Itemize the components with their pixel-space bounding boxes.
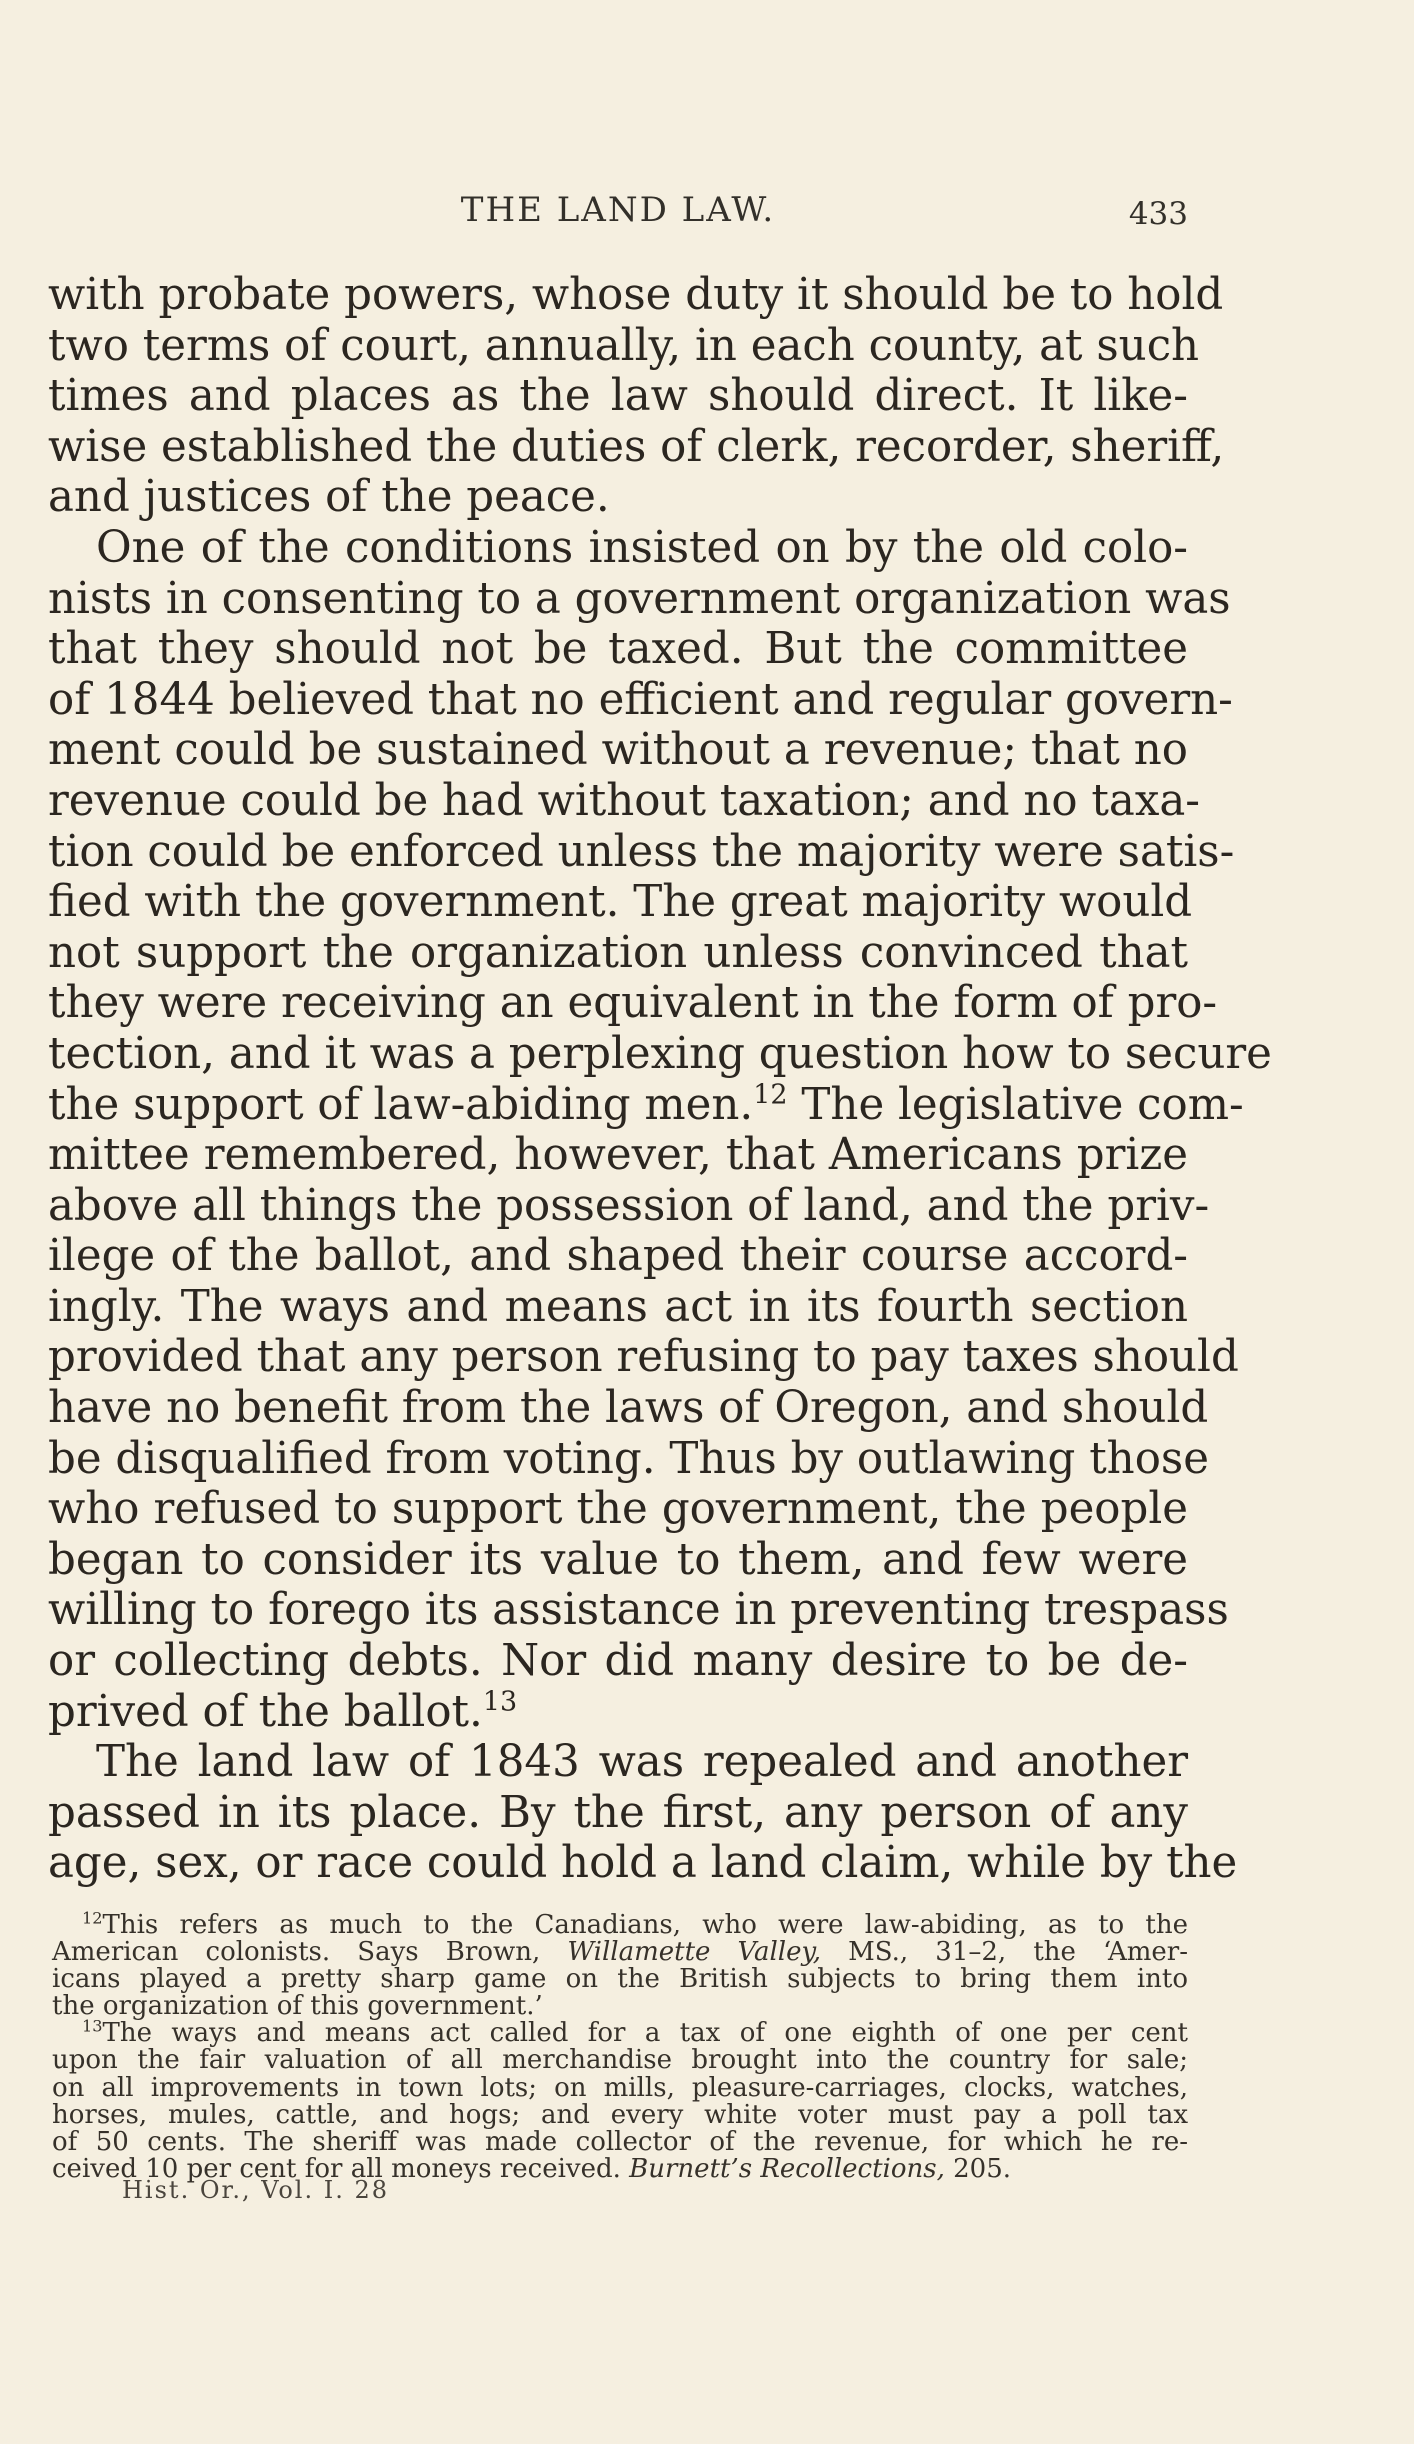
text-line: not support the organization unless convinced that: [48, 927, 1188, 978]
text-line: of 1844 believed that no efficient and regular govern-: [48, 674, 1233, 725]
text-line: two terms of court, annually, in each county, at such: [48, 320, 1200, 371]
text-line: ment could be sustained without a revenue; that no: [48, 725, 1188, 776]
main-text: [48, 270, 1272, 1889]
text-line: The land law of 1843 was repealed and another: [96, 1737, 1188, 1788]
page-number: 433: [1128, 196, 1188, 232]
text-line: tion could be enforced unless the majority were satis-: [48, 826, 1235, 877]
text-line: ilege of the ballot, and shaped their course accord-: [48, 1231, 1188, 1282]
footnote-line: of 50 cents. The sheriff was made collector of the revenue, for which he re-: [52, 2126, 1188, 2157]
footnote-text: MS., 31–2, the ‘Amer-: [820, 1937, 1188, 1968]
text-line: be disqualified from voting. Thus by outlawing those: [48, 1433, 1209, 1484]
citation-title: Burnett’s Recollections,: [629, 2153, 945, 2184]
text-line: above all things the possession of land, and the priv-: [48, 1180, 1210, 1231]
text-line: nists in consenting to a government organization was: [48, 573, 1231, 624]
text-line-with-footnote: [48, 1079, 1244, 1131]
paragraph-start-line: [48, 1737, 1188, 1788]
text-line: mittee remembered, however, that Americans prize: [48, 1130, 1188, 1181]
paragraph-start-line: [48, 523, 1188, 574]
text-line: provided that any person refusing to pay taxes should: [48, 1332, 1239, 1383]
text-fragment: prived of the ballot.: [48, 1686, 483, 1737]
text-line: tection, and it was a perplexing question how to secure: [48, 1028, 1272, 1079]
text-line: fied with the government. The great majority would: [48, 877, 1193, 928]
signature-mark: Hist. Or., Vol. I. 28: [122, 2176, 390, 2204]
footnote-ref-12: 12: [753, 1079, 788, 1110]
text-line: that they should not be taxed. But the committee: [48, 624, 1188, 675]
footnote-text: American colonists. Says Brown,: [52, 1937, 568, 1968]
text-line: who refused to support the government, the people: [48, 1484, 1188, 1535]
text-line: and justices of the peace.: [48, 472, 610, 523]
citation-title: Willamette Valley,: [567, 1937, 821, 1968]
footnote-12: [52, 1908, 1188, 1940]
text-line: revenue could be had without taxation; and no taxa-: [48, 775, 1201, 826]
footnote-text: 205.: [944, 2153, 1012, 2184]
footnotes: [52, 1908, 1188, 2184]
text-line: One of the conditions insisted on by the old colo-: [96, 522, 1188, 573]
footnote-line: icans played a pretty sharp game on the British subjects to bring them into: [52, 1964, 1188, 1995]
footnote-text: The ways and means act called for a tax of one eighth of one per cent: [102, 2018, 1188, 2049]
footnote-line: horses, mules, cattle, and hogs; and every white voter must pay a poll tax: [52, 2099, 1188, 2130]
running-title: THE LAND LAW.: [460, 190, 776, 230]
text-line: have no benefit from the laws of Oregon, and should: [48, 1383, 1209, 1434]
footnote-ref-13: 13: [482, 1686, 518, 1718]
text-line: with probate powers, whose duty it should be to hold: [48, 270, 1224, 320]
footnote-text: This refers as much to the Canadians, who were law-abiding, as to the: [102, 1910, 1188, 1940]
text-line: wise established the duties of clerk, recorder, sheriff,: [48, 421, 1225, 472]
text-line: times and places as the law should direct. It like-: [48, 371, 1188, 422]
footnote-line: upon the fair valuation of all merchandise brought into the country for sale;: [52, 2045, 1188, 2076]
text-fragment: the support of law-abiding men.: [48, 1079, 754, 1130]
text-line: age, sex, or race could hold a land claim, while by the: [48, 1838, 1238, 1889]
footnote-13: [52, 2016, 1188, 2049]
text-line: or collecting debts. Nor did many desire to be de-: [48, 1636, 1188, 1687]
footnote-line: on all improvements in town lots; on mills, pleasure-carriages, clocks, watches,: [52, 2072, 1188, 2103]
text-fragment: The legislative com-: [787, 1079, 1244, 1130]
footnote-text: ceived 10 per cent for all moneys received.: [52, 2153, 630, 2184]
text-line: willing to forego its assistance in preventing trespass: [48, 1585, 1229, 1636]
text-line: ingly. The ways and means act in its fourth section: [48, 1281, 1188, 1332]
text-line: began to consider its value to them, and few were: [48, 1534, 1188, 1585]
footnote-mark: 12: [82, 1908, 103, 1928]
footnote-line: the organization of this government.’: [52, 1991, 543, 2022]
footnote-line: [52, 1939, 1188, 1966]
footnote-mark: 13: [82, 2016, 103, 2036]
text-line: they were receiving an equivalent in the form of pro-: [48, 978, 1218, 1029]
running-head: [48, 190, 1188, 240]
text-line-with-footnote: [48, 1687, 1188, 1738]
text-line: passed in its place. By the first, any person of any: [48, 1787, 1188, 1838]
